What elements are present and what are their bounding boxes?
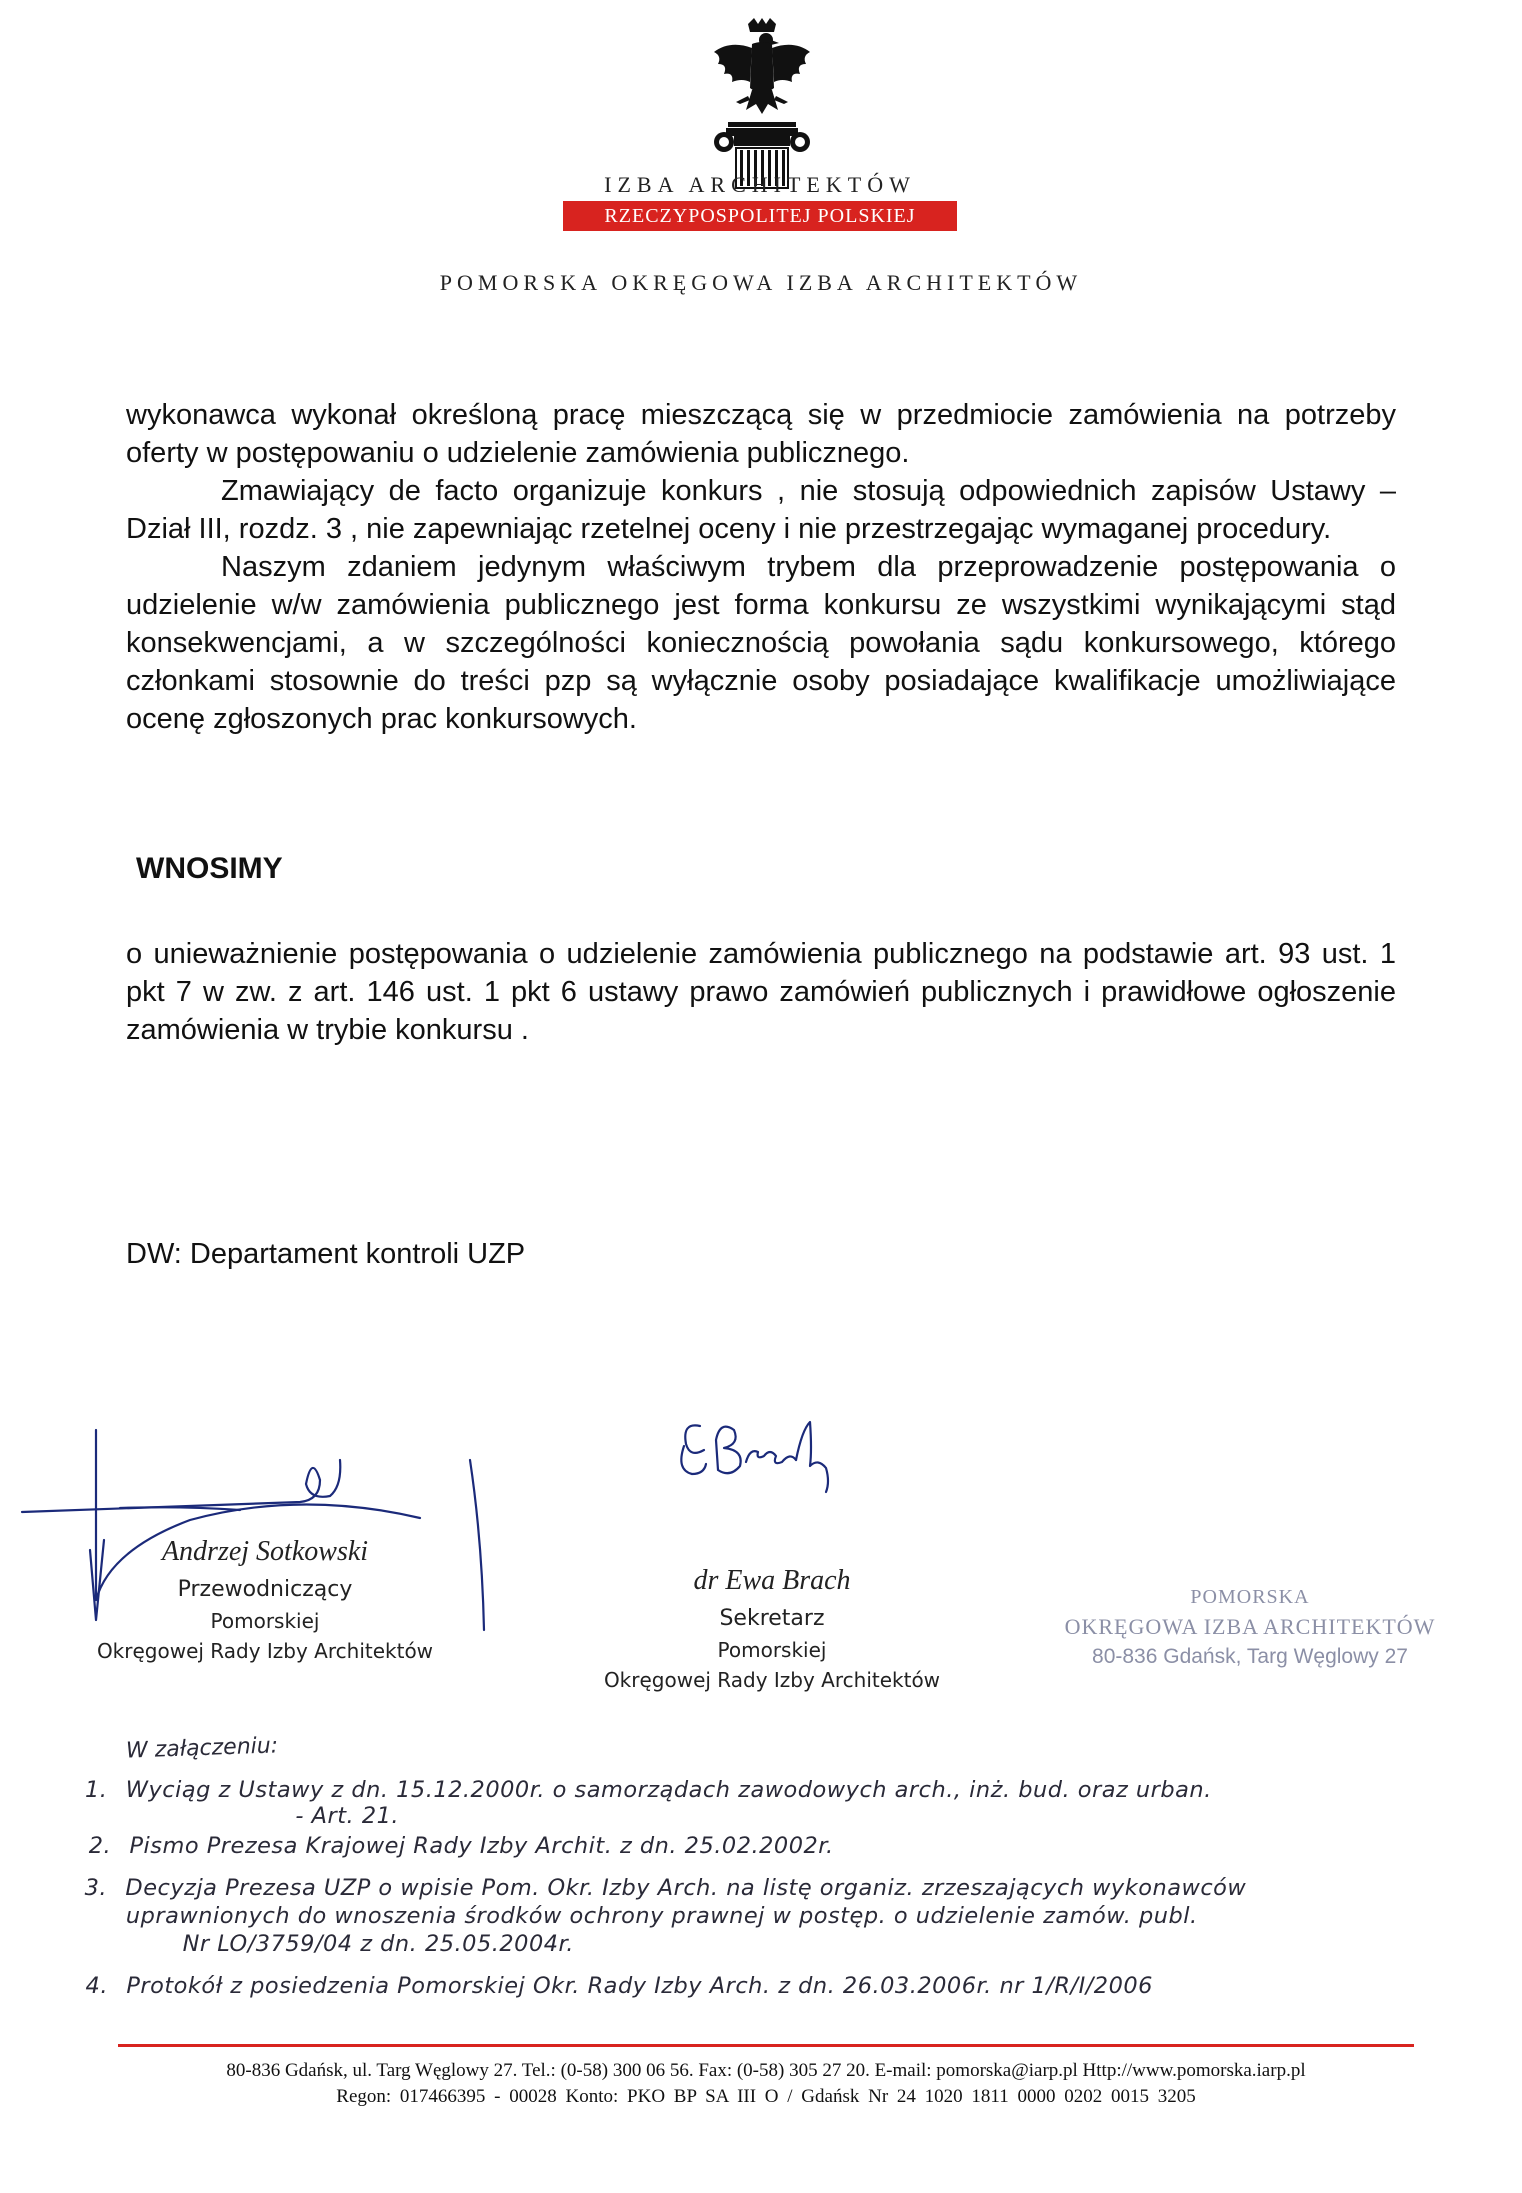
signatory-role: Przewodniczący: [177, 1577, 353, 1602]
annex-item: [89, 1834, 834, 1859]
annex-item-text: Protokół z posiedzenia Pomorskiej Okr. Rady Izby Arch. z dn. 26.03.2006r. nr 1/R/I/2006: [126, 1974, 1153, 1999]
signature-block-chairman: [80, 1536, 450, 1666]
annex-item-text: uprawnionych do wnoszenia środków ochrony prawnej w postęp. o udzielenie zamów. publ.: [125, 1904, 1198, 1929]
body-paragraph: wykonawca wykonał określoną pracę mieszczącą się w przedmiocie zamówienia na potrzeby oferty w postępowaniu o udzielenie zamówienia publicznego.: [126, 399, 1396, 469]
org-name-line2-banner: RZECZYPOSPOLITEJ POLSKIEJ: [563, 201, 957, 231]
annex-item-text: Nr LO/3759/04 z dn. 25.05.2004r.: [182, 1932, 574, 1957]
annex-item-number: 3.: [84, 1876, 108, 1901]
signatory-role: Sekretarz: [719, 1606, 825, 1631]
footer-bank-details: Regon: 017466395 - 00028 Konto: PKO BP SA III O / Gdańsk Nr 24 1020 1811 0000 0202 0015 3205: [336, 2086, 1196, 2107]
stamp-line: OKRĘGOWA IZBA ARCHITEKTÓW: [1064, 1614, 1436, 1639]
footer-divider: [118, 2044, 1414, 2047]
annex-item-number: 2.: [88, 1834, 112, 1859]
annex-item: [142, 1932, 574, 1957]
annex-item: [255, 1804, 399, 1829]
chamber-name: POMORSKA OKRĘGOWA IZBA ARCHITEKTÓW: [439, 270, 1083, 295]
annex-item-text: Pismo Prezesa Krajowej Rady Izby Archit. z dn. 25.02.2002r.: [129, 1834, 834, 1859]
office-stamp: [1050, 1582, 1450, 1672]
body-paragraph: Zmawiający de facto organizuje konkurs , nie stosują odpowiednich zapisów Ustawy – Dział III, rozdz. 3 , nie zapewniając rzetelnej oceny i nie przestrzegając wymaganej procedury.: [126, 475, 1396, 545]
chamber-emblem-logo: [700, 18, 824, 190]
signatory-name: dr Ewa Brach: [693, 1565, 851, 1596]
signatory-org: Okręgowej Rady Izby Architektów: [603, 1668, 941, 1692]
signatory-org: Pomorskiej: [717, 1638, 827, 1662]
letter-body: [126, 396, 1396, 738]
stamp-line: 80-836 Gdańsk, Targ Węglowy 27: [1092, 1645, 1408, 1668]
motion-text: o unieważnienie postępowania o udzielenie zamówienia publicznego na podstawie art. 93 ust. 1 pkt 7 w zw. z art. 146 ust. 1 pkt 6 ustawy prawo zamówień publicznych i prawidłowe ogłoszenie zamówienia w trybie konkursu .: [126, 938, 1396, 1046]
signature-brach: [681, 1425, 706, 1474]
signatory-name: Andrzej Sotkowski: [161, 1536, 369, 1567]
annex-item: [85, 1904, 1198, 1929]
annex-item-number: 1.: [84, 1778, 108, 1803]
annex-item: [85, 1876, 1247, 1901]
org-name-line1: IZBA ARCHITEKTÓW: [604, 172, 916, 197]
signature-block-secretary: [582, 1565, 962, 1695]
signatory-org: Okręgowej Rady Izby Architektów: [96, 1639, 434, 1663]
annex-item: [86, 1974, 1153, 1999]
motion-heading: WNOSIMY: [136, 852, 283, 885]
annex-item-text: - Art. 21.: [295, 1804, 400, 1829]
annex-item-text: Decyzja Prezesa UZP o wpisie Pom. Okr. Izby Arch. na listę organiz. zrzeszających wykonawców: [125, 1876, 1247, 1901]
annex-item-number: 4.: [85, 1974, 108, 1999]
body-paragraph: Naszym zdaniem jedynym właściwym trybem dla przeprowadzenie postępowania o udzielenie w/w zamówienia publicznego jest forma konkursu ze wszystkimi wynikającymi stąd konsekwencjami, a w szczególności koniecznością powołania sądu konkursowego, którego członkami stosownie do treści pzp są wyłącznie osoby posiadające kwalifikacje umożliwiające ocenę zgłoszonych prac konkursowych.: [126, 551, 1396, 735]
stamp-line: POMORSKA: [1190, 1586, 1310, 1608]
annex-item: [85, 1778, 1212, 1803]
signatory-org: Pomorskiej: [210, 1609, 320, 1633]
annex-item-text: Wyciąg z Ustawy z dn. 15.12.2000r. o samorządach zawodowych arch., inż. bud. oraz urban.: [125, 1778, 1212, 1803]
copy-to-line: DW: Departament kontroli UZP: [126, 1238, 526, 1270]
footer-contact: 80-836 Gdańsk, ul. Targ Węglowy 27. Tel.: (0-58) 300 06 56. Fax: (0-58) 305 27 20. E-mail: pomorska@iarp.pl Http://www.pomorska.iarp.pl: [226, 2060, 1306, 2081]
annex-title: W załączeniu:: [125, 1733, 279, 1764]
